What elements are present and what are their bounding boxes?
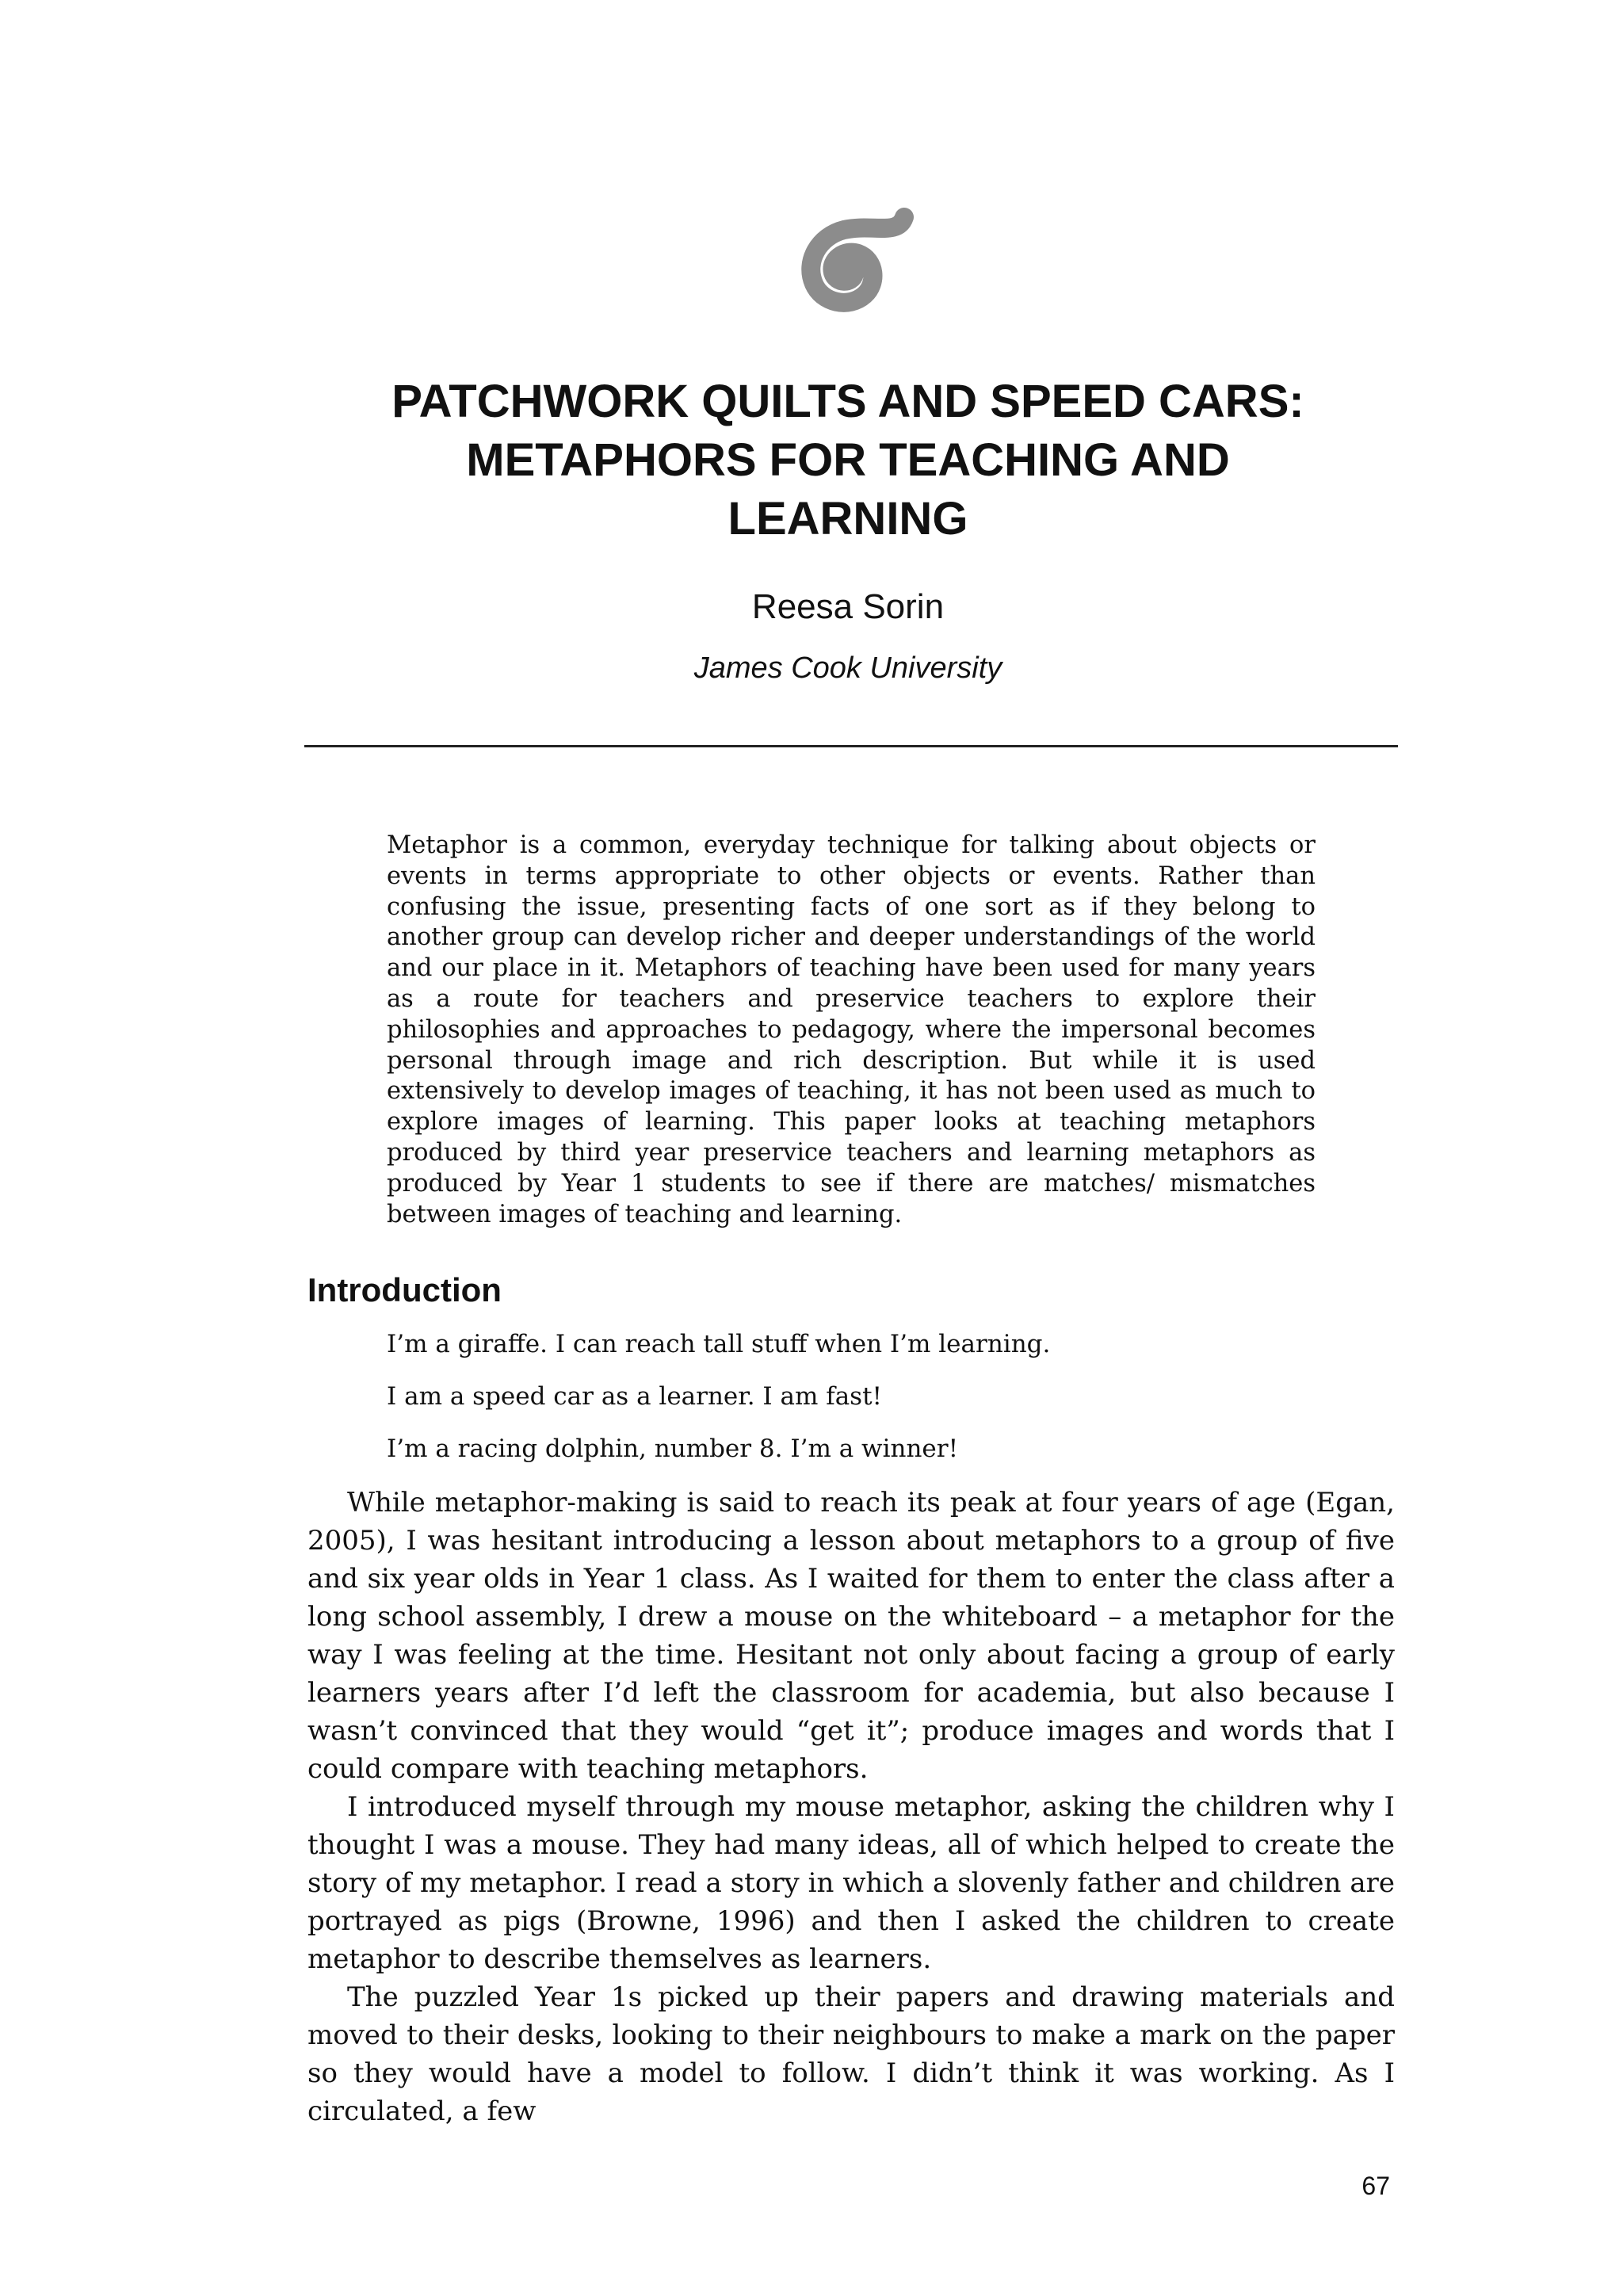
abstract: Metaphor is a common, everyday technique for talking about objects or events in terms appropriate to other objects or events. Rather than confusing the issue, presenting facts of one sort as if they belong to another group can develop richer and deeper understandings of the world and our place in it. Metaphors of teaching have been used for many years as a route for teachers and preservice teachers to explore their philosophies and approaches to pedagogy, where the impersonal becomes personal through image and rich description. But while it is used extensively to develop images of teaching, it has not been used as much to explore images of learning. This paper looks at teaching metaphors produced by third year preservice teachers and learning metaphors as produced by Year 1 students to see if there are matches/ mismatches between images of teaching and learning. [387,831,1316,1228]
page-number: 67 [1361,2172,1390,2200]
spiral-logo-icon [765,192,923,342]
title-line: PATCHWORK QUILTS AND SPEED CARS: [391,376,1304,427]
section-heading-introduction: Introduction [307,1271,502,1308]
body-paragraph: I introduced myself through my mouse metaphor, asking the children why I thought I was a mouse. They had many ideas, all of which helped to create the story of my metaphor. I read a story in which a slovenly father and children are portrayed as pigs (Browne, 1996) and then I asked the children to create metaphor to describe themselves as learners. [307,1791,1395,1975]
body-paragraph: While metaphor-making is said to reach its peak at four years of age (Egan, 2005), I was hesitant introducing a lesson about metaphors to a group of five and six year olds in Year 1 class. As I waited for them to enter the class after a long school assembly, I drew a mouse on the whiteboard – a metaphor for the way I was feeling at the time. Hesitant not only about facing a group of early learners years after I’d left the classroom for academia, but also because I wasn’t convinced that they would “get it”; produce images and words that I could compare with teaching metaphors. [307,1487,1395,1785]
author-affiliation: James Cook University [693,651,1002,685]
quote-item: I’m a racing dolphin, number 8. I’m a winner! [387,1435,959,1463]
paper-title [301,372,1395,548]
quote-item: I am a speed car as a learner. I am fast! [387,1382,883,1411]
header-divider [304,745,1398,747]
title-line: LEARNING [727,493,968,544]
body-paragraph: The puzzled Year 1s picked up their papers and drawing materials and moved to their desks, looking to their neighbours to make a mark on the paper so they would have a model to follow. I didn’t think it was working. As I circulated, a few [307,1981,1395,2127]
body-text [307,1484,1395,2130]
quote-item: I’m a giraffe. I can reach tall stuff when I’m learning. [387,1330,1051,1358]
title-line: METAPHORS FOR TEACHING AND [466,434,1230,486]
author-name: Reesa Sorin [751,587,945,626]
student-quotes [387,1328,1316,1485]
